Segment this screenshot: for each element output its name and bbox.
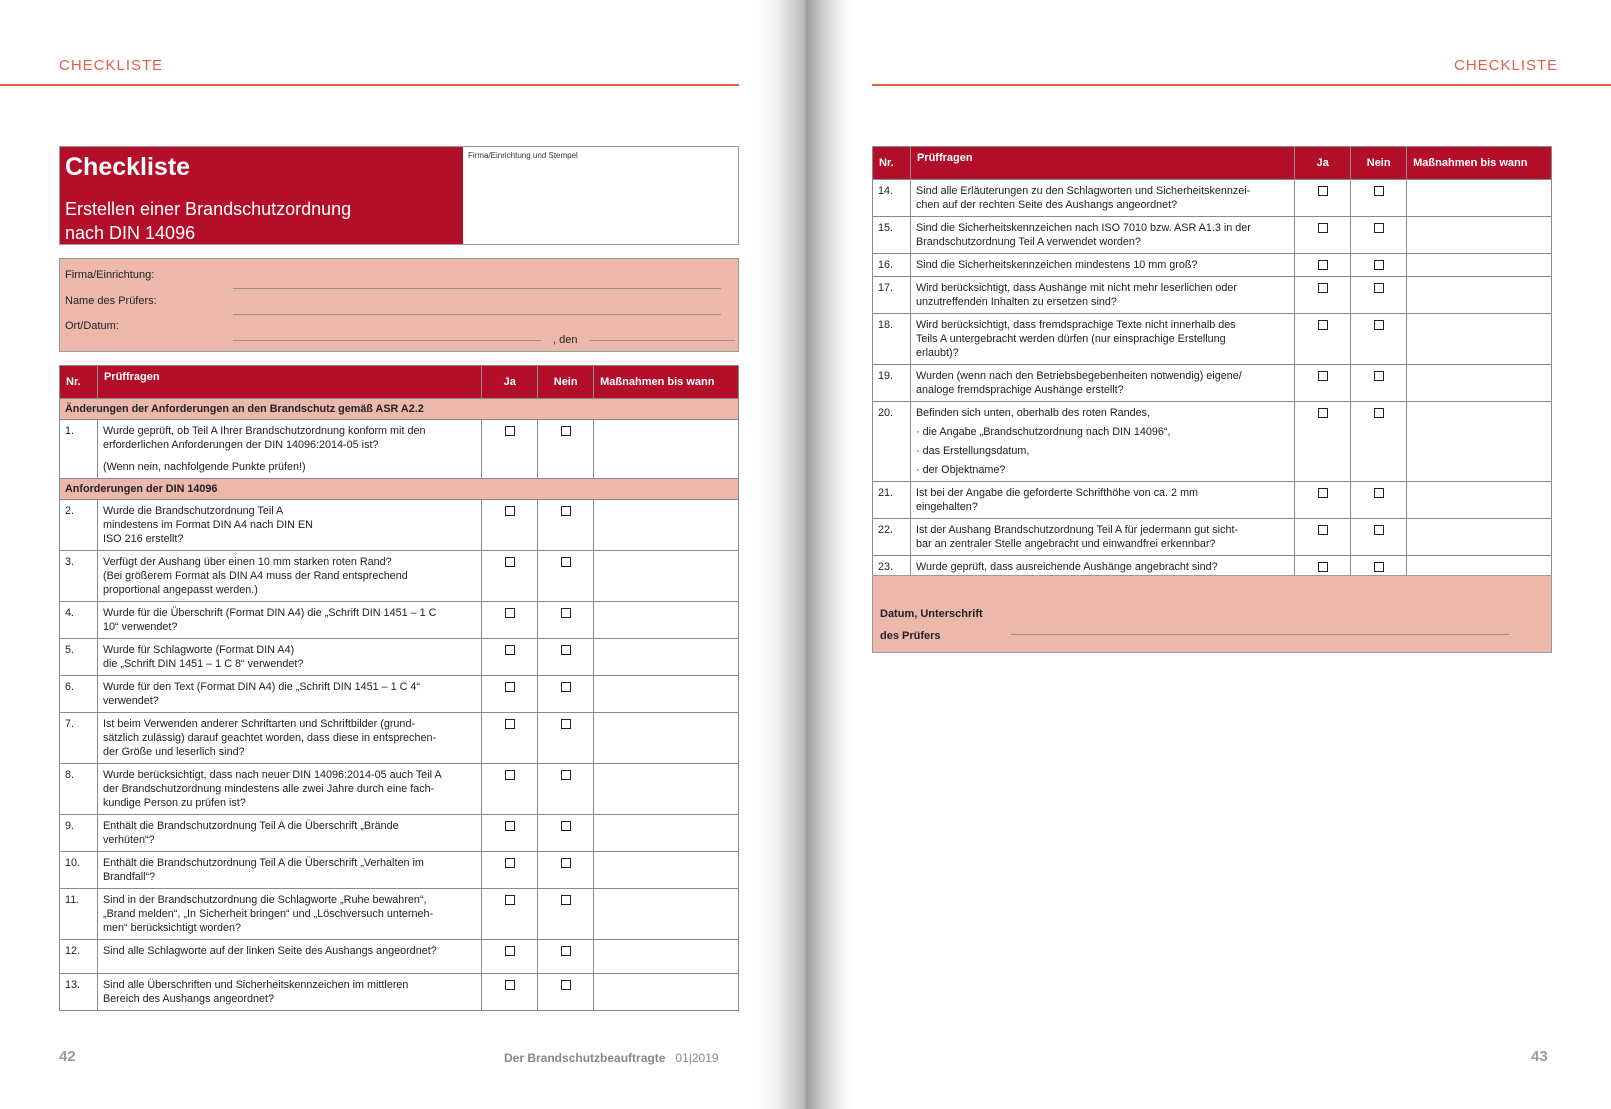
question-text <box>910 314 1294 365</box>
question-text <box>97 889 481 940</box>
ja-checkbox[interactable] <box>505 608 515 618</box>
checklist-subtitle <box>65 197 455 245</box>
nein-cell <box>1351 277 1407 314</box>
question-line: Sind alle Erläuterungen zu den Schlagworten und Sicherheitskennzei- <box>915 185 1251 197</box>
ja-cell <box>1295 482 1351 519</box>
nein-checkbox[interactable] <box>1374 223 1384 233</box>
question-line: Brandschutzordnung Teil A verwendet worden? <box>915 236 1141 248</box>
ja-checkbox[interactable] <box>505 895 515 905</box>
running-head-left: CHECKLISTE <box>59 57 164 74</box>
ja-cell <box>1295 365 1351 402</box>
table-row <box>60 420 739 479</box>
signature-block <box>872 575 1552 653</box>
header-nein: Nein <box>1351 147 1407 180</box>
ja-checkbox[interactable] <box>1318 408 1328 418</box>
question-line: chen auf der rechten Seite des Aushangs angeordnet? <box>915 199 1178 211</box>
ja-cell <box>1295 254 1351 277</box>
nein-checkbox[interactable] <box>561 858 571 868</box>
ja-cell <box>482 815 538 852</box>
header-questions: Prüffragen <box>97 366 481 399</box>
page-number-right: 43 <box>1531 1048 1548 1065</box>
question-line: proportional angepasst werden.) <box>102 584 258 596</box>
row-number: 3. <box>60 551 98 602</box>
nein-checkbox[interactable] <box>561 821 571 831</box>
table-row <box>60 639 739 676</box>
action-cell[interactable] <box>594 940 739 974</box>
question-text <box>910 402 1294 482</box>
nein-cell <box>1351 402 1407 482</box>
question-line: (Bei größerem Format als DIN A4 muss der Rand entsprechend <box>102 570 408 582</box>
action-cell[interactable] <box>594 815 739 852</box>
row-number: 16. <box>873 254 911 277</box>
subtitle-line-2: nach DIN 14096 <box>65 223 196 243</box>
nein-cell <box>1351 217 1407 254</box>
row-number: 15. <box>873 217 911 254</box>
question-text <box>910 217 1294 254</box>
header-nr: Nr. <box>60 366 98 399</box>
ja-cell <box>1295 277 1351 314</box>
question-line: kundige Person zu prüfen ist? <box>102 797 246 809</box>
question-text <box>97 974 481 1011</box>
nein-cell <box>538 764 594 815</box>
question-line: „Brand melden“, „In Sicherheit bringen“ und „Löschversuch unterneh- <box>102 908 434 920</box>
question-line: erforderlichen Anforderungen der DIN 14096:2014-05 ist? <box>102 439 379 451</box>
question-line: Wird berücksichtigt, dass fremdsprachige Texte nicht innerhalb des <box>915 319 1236 331</box>
question-note: (Wenn nein, nachfolgende Punkte prüfen!) <box>102 461 306 473</box>
header-rule-right <box>872 84 1611 86</box>
ja-cell <box>482 974 538 1011</box>
nein-checkbox[interactable] <box>561 895 571 905</box>
table-row <box>60 764 739 815</box>
ja-checkbox[interactable] <box>1318 283 1328 293</box>
nein-checkbox[interactable] <box>1374 260 1384 270</box>
table-row <box>873 277 1552 314</box>
table-row <box>873 519 1552 556</box>
nein-cell <box>538 974 594 1011</box>
den-label: , den <box>553 334 578 346</box>
row-number: 5. <box>60 639 98 676</box>
nein-cell <box>1351 519 1407 556</box>
table-row <box>873 314 1552 365</box>
question-line: Befinden sich unten, oberhalb des roten Randes, <box>915 407 1151 419</box>
ja-cell <box>482 676 538 713</box>
nein-cell <box>1351 365 1407 402</box>
action-cell[interactable] <box>1407 277 1552 314</box>
question-line: Enthält die Brandschutzordnung Teil A die Überschrift „Verhalten im <box>102 857 424 869</box>
ja-checkbox[interactable] <box>505 821 515 831</box>
bullet-item: · das Erstellungsdatum, <box>915 445 1030 457</box>
question-line: Wurde für den Text (Format DIN A4) die „Schrift DIN 1451 – 1 C 4“ <box>102 681 421 693</box>
table-row <box>873 365 1552 402</box>
ja-checkbox[interactable] <box>1318 260 1328 270</box>
question-line: mindestens im Format DIN A4 nach DIN EN <box>102 519 313 531</box>
question-line: sätzlich zulässig) darauf geachtet worden, dass diese in entsprechen- <box>102 732 437 744</box>
question-line: analoge fremdsprachige Aushänge erstellt? <box>915 384 1124 396</box>
nein-checkbox[interactable] <box>561 557 571 567</box>
bullet-item: · die Angabe „Brandschutzordnung nach DIN 14096“, <box>915 426 1171 438</box>
table-row <box>873 482 1552 519</box>
action-cell[interactable] <box>1407 519 1552 556</box>
question-text <box>97 852 481 889</box>
pruefer-label: Name des Prüfers: <box>65 295 157 307</box>
row-number: 19. <box>873 365 911 402</box>
checklist-title-block <box>59 146 739 245</box>
question-text <box>910 365 1294 402</box>
action-cell[interactable] <box>1407 402 1552 482</box>
nein-checkbox[interactable] <box>1374 320 1384 330</box>
checklist-table-left <box>59 365 739 1011</box>
table-row <box>60 676 739 713</box>
nein-cell <box>538 420 594 479</box>
question-line: Brandfall“? <box>102 871 156 883</box>
table-row <box>60 889 739 940</box>
running-head-right: CHECKLISTE <box>1454 57 1559 74</box>
ja-checkbox[interactable] <box>1318 525 1328 535</box>
firma-line[interactable] <box>233 288 721 289</box>
table-row <box>60 500 739 551</box>
table-row <box>873 180 1552 217</box>
question-text <box>910 277 1294 314</box>
nein-cell <box>538 639 594 676</box>
ja-cell <box>482 500 538 551</box>
table-row <box>60 815 739 852</box>
header-questions: Prüffragen <box>910 147 1294 180</box>
page-number-left: 42 <box>59 1048 76 1065</box>
ja-cell <box>1295 314 1351 365</box>
table-row <box>60 974 739 1011</box>
section-din-14096: Anforderungen der DIN 14096 <box>60 479 739 500</box>
question-line: Sind alle Schlagworte auf der linken Seite des Aushangs angeordnet? <box>102 945 437 957</box>
ja-cell <box>482 420 538 479</box>
ja-cell <box>482 713 538 764</box>
nein-checkbox[interactable] <box>561 980 571 990</box>
nein-cell <box>1351 254 1407 277</box>
question-line: Ist bei der Angabe die geforderte Schrifthöhe von ca. 2 mm <box>915 487 1199 499</box>
question-line: unzutreffenden Inhalten zu ersetzen sind? <box>915 296 1117 308</box>
question-line: men“ berücksichtigt worden? <box>102 922 241 934</box>
table-header-row <box>60 366 739 399</box>
action-cell[interactable] <box>1407 482 1552 519</box>
nein-checkbox[interactable] <box>561 506 571 516</box>
ja-checkbox[interactable] <box>1318 223 1328 233</box>
checklist-title: Checkliste <box>65 153 191 181</box>
question-line: der Größe und leserlich sind? <box>102 746 245 758</box>
question-text <box>97 676 481 713</box>
ja-cell <box>482 852 538 889</box>
action-cell[interactable] <box>594 764 739 815</box>
header-rule-left <box>0 84 739 86</box>
row-number: 1. <box>60 420 98 479</box>
action-cell[interactable] <box>594 713 739 764</box>
header-ja: Ja <box>482 366 538 399</box>
question-line: Ist beim Verwenden anderer Schriftarten und Schriftbilder (grund- <box>102 718 416 730</box>
table-row <box>873 254 1552 277</box>
question-line: Wurde für die Überschrift (Format DIN A4) die „Schrift DIN 1451 – 1 C <box>102 607 437 619</box>
row-number: 17. <box>873 277 911 314</box>
nein-checkbox[interactable] <box>1374 283 1384 293</box>
row-number: 23. <box>873 556 911 579</box>
question-line: Wurde geprüft, dass ausreichende Aushänge angebracht sind? <box>915 561 1218 573</box>
ja-checkbox[interactable] <box>505 682 515 692</box>
nein-checkbox[interactable] <box>1374 562 1384 572</box>
subtitle-line-1: Erstellen einer Brandschutzordnung <box>65 199 352 219</box>
nein-cell <box>538 815 594 852</box>
bullet-item: · der Objektname? <box>915 464 1006 476</box>
row-number: 6. <box>60 676 98 713</box>
question-text <box>910 254 1294 277</box>
ja-checkbox[interactable] <box>505 426 515 436</box>
ja-checkbox[interactable] <box>505 719 515 729</box>
question-line: verhüten“? <box>102 834 155 846</box>
firma-label: Firma/Einrichtung: <box>65 269 155 281</box>
ja-checkbox[interactable] <box>1318 186 1328 196</box>
nein-checkbox[interactable] <box>561 682 571 692</box>
question-text <box>97 815 481 852</box>
action-cell[interactable] <box>594 639 739 676</box>
question-line: eingehalten? <box>915 501 978 513</box>
row-number: 18. <box>873 314 911 365</box>
nein-cell <box>538 602 594 639</box>
nein-checkbox[interactable] <box>1374 525 1384 535</box>
question-text <box>97 713 481 764</box>
action-cell[interactable] <box>594 420 739 479</box>
header-actions: Maßnahmen bis wann <box>1407 147 1552 180</box>
row-number: 22. <box>873 519 911 556</box>
row-number: 7. <box>60 713 98 764</box>
row-number: 10. <box>60 852 98 889</box>
row-number: 20. <box>873 402 911 482</box>
ort-line[interactable] <box>233 340 541 341</box>
nein-checkbox[interactable] <box>561 719 571 729</box>
ort-datum-label: Ort/Datum: <box>65 320 119 332</box>
question-line: Sind in der Brandschutzordnung die Schlagworte „Ruhe bewahren“, <box>102 894 427 906</box>
checklist-table-right <box>872 146 1552 579</box>
question-line: Sind die Sicherheitskennzeichen mindestens 10 mm groß? <box>915 259 1198 271</box>
table-row <box>60 551 739 602</box>
row-number: 8. <box>60 764 98 815</box>
left-page <box>0 0 758 1109</box>
question-text <box>97 551 481 602</box>
ja-cell <box>1295 180 1351 217</box>
action-cell[interactable] <box>594 974 739 1011</box>
question-line: Teils A untergebracht werden dürfen (nur einsprachige Erstellung <box>915 333 1226 345</box>
nein-checkbox[interactable] <box>1374 186 1384 196</box>
question-line: bar an zentraler Stelle angebracht und einwandfrei erkennbar? <box>915 538 1216 550</box>
section-asr-a22: Änderungen der Anforderungen an den Brandschutz gemäß ASR A2.2 <box>60 399 739 420</box>
question-text <box>97 639 481 676</box>
row-number: 21. <box>873 482 911 519</box>
row-number: 9. <box>60 815 98 852</box>
action-cell[interactable] <box>594 852 739 889</box>
table-row <box>873 402 1552 482</box>
action-cell[interactable] <box>594 602 739 639</box>
action-cell[interactable] <box>1407 254 1552 277</box>
header-nr: Nr. <box>873 147 911 180</box>
nein-cell <box>1351 482 1407 519</box>
action-cell[interactable] <box>1407 365 1552 402</box>
pruefer-line[interactable] <box>233 314 721 315</box>
ja-checkbox[interactable] <box>505 645 515 655</box>
signature-label-1: Datum, Unterschrift <box>880 608 983 620</box>
ja-cell <box>482 889 538 940</box>
nein-cell <box>1351 180 1407 217</box>
question-line: verwendet? <box>102 695 159 707</box>
question-line: die „Schrift DIN 1451 – 1 C 8“ verwendet? <box>102 658 304 670</box>
signature-line[interactable] <box>1011 634 1509 635</box>
question-line: Wurde geprüft, ob Teil A Ihrer Brandschutzordnung konform mit den <box>102 425 426 437</box>
ja-checkbox[interactable] <box>505 770 515 780</box>
question-line: Sind alle Überschriften und Sicherheitskennzeichen im mittleren <box>102 979 409 991</box>
question-line: Wurde für Schlagworte (Format DIN A4) <box>102 644 295 656</box>
question-line: Sind die Sicherheitskennzeichen nach ISO 7010 bzw. ASR A1.3 in der <box>915 222 1251 234</box>
nein-cell <box>538 852 594 889</box>
question-line: Enthält die Brandschutzordnung Teil A die Überschrift „Brände <box>102 820 399 832</box>
question-line: Wurde berücksichtigt, dass nach neuer DIN 14096:2014-05 auch Teil A <box>102 769 442 781</box>
footer-magazine <box>504 1051 719 1065</box>
ja-cell <box>482 764 538 815</box>
nein-checkbox[interactable] <box>561 608 571 618</box>
nein-cell <box>538 713 594 764</box>
ja-checkbox[interactable] <box>505 506 515 516</box>
action-cell[interactable] <box>594 551 739 602</box>
table-row <box>60 713 739 764</box>
ja-cell <box>482 639 538 676</box>
table-row <box>873 217 1552 254</box>
nein-cell <box>538 500 594 551</box>
action-cell[interactable] <box>1407 180 1552 217</box>
question-line: Verfügt der Aushang über einen 10 mm starken roten Rand? <box>102 556 392 568</box>
nein-cell <box>538 551 594 602</box>
section-row <box>60 399 739 420</box>
section-row <box>60 479 739 500</box>
row-number: 13. <box>60 974 98 1011</box>
signature-label-2: des Prüfers <box>880 630 941 642</box>
question-line: Ist der Aushang Brandschutzordnung Teil A für jedermann gut sicht- <box>915 524 1239 536</box>
book-gutter <box>758 0 852 1109</box>
question-text <box>910 180 1294 217</box>
row-number: 14. <box>873 180 911 217</box>
action-cell[interactable] <box>594 889 739 940</box>
ja-cell <box>482 602 538 639</box>
table-row <box>60 852 739 889</box>
table-row <box>60 602 739 639</box>
ja-cell <box>1295 519 1351 556</box>
info-form-block <box>59 258 739 352</box>
ja-cell <box>1295 402 1351 482</box>
nein-cell <box>538 676 594 713</box>
nein-checkbox[interactable] <box>1374 488 1384 498</box>
question-line: der Brandschutzordnung mindestens alle zwei Jahre durch eine fach- <box>102 783 435 795</box>
nein-checkbox[interactable] <box>1374 371 1384 381</box>
ja-checkbox[interactable] <box>505 980 515 990</box>
question-line: 10“ verwendet? <box>102 621 178 633</box>
footer-magazine-title: Der Brandschutzbeauftragte <box>504 1051 666 1065</box>
question-line: Wird berücksichtigt, dass Aushänge mit nicht mehr leserlichen oder <box>915 282 1238 294</box>
row-number: 2. <box>60 500 98 551</box>
ja-cell <box>1295 217 1351 254</box>
nein-cell <box>1351 314 1407 365</box>
question-line: erlaubt)? <box>915 347 959 359</box>
title-red-box <box>60 147 463 244</box>
question-line: Wurde die Brandschutzordnung Teil A <box>102 505 284 517</box>
question-text <box>910 482 1294 519</box>
ja-checkbox[interactable] <box>1318 562 1328 572</box>
ja-checkbox[interactable] <box>505 858 515 868</box>
action-cell[interactable] <box>594 676 739 713</box>
datum-line[interactable] <box>590 340 735 341</box>
header-nein: Nein <box>538 366 594 399</box>
nein-checkbox[interactable] <box>561 645 571 655</box>
nein-checkbox[interactable] <box>1374 408 1384 418</box>
ja-checkbox[interactable] <box>1318 320 1328 330</box>
nein-checkbox[interactable] <box>561 946 571 956</box>
footer-issue: 01|2019 <box>675 1051 719 1065</box>
ja-checkbox[interactable] <box>1318 488 1328 498</box>
nein-cell <box>538 940 594 974</box>
ja-checkbox[interactable] <box>505 557 515 567</box>
ja-cell <box>482 551 538 602</box>
action-cell[interactable] <box>1407 314 1552 365</box>
row-number: 4. <box>60 602 98 639</box>
question-line: Bereich des Aushangs angeordnet? <box>102 993 275 1005</box>
nein-checkbox[interactable] <box>561 770 571 780</box>
table-header-row <box>873 147 1552 180</box>
stamp-field-label: Firma/Einrichtung und Stempel <box>468 151 578 160</box>
question-text <box>97 764 481 815</box>
ja-checkbox[interactable] <box>1318 371 1328 381</box>
question-line: Wurden (wenn nach den Betriebsbegebenheiten notwendig) eigene/ <box>915 370 1242 382</box>
ja-checkbox[interactable] <box>505 946 515 956</box>
table-row <box>60 940 739 974</box>
question-text <box>97 420 481 479</box>
header-actions: Maßnahmen bis wann <box>594 366 739 399</box>
row-number: 11. <box>60 889 98 940</box>
nein-cell <box>538 889 594 940</box>
ja-cell <box>482 940 538 974</box>
action-cell[interactable] <box>594 500 739 551</box>
question-text <box>910 519 1294 556</box>
question-line: ISO 216 erstellt? <box>102 533 184 545</box>
question-text <box>97 602 481 639</box>
nein-checkbox[interactable] <box>561 426 571 436</box>
action-cell[interactable] <box>1407 217 1552 254</box>
question-text <box>97 940 481 974</box>
row-number: 12. <box>60 940 98 974</box>
header-ja: Ja <box>1295 147 1351 180</box>
question-text <box>97 500 481 551</box>
